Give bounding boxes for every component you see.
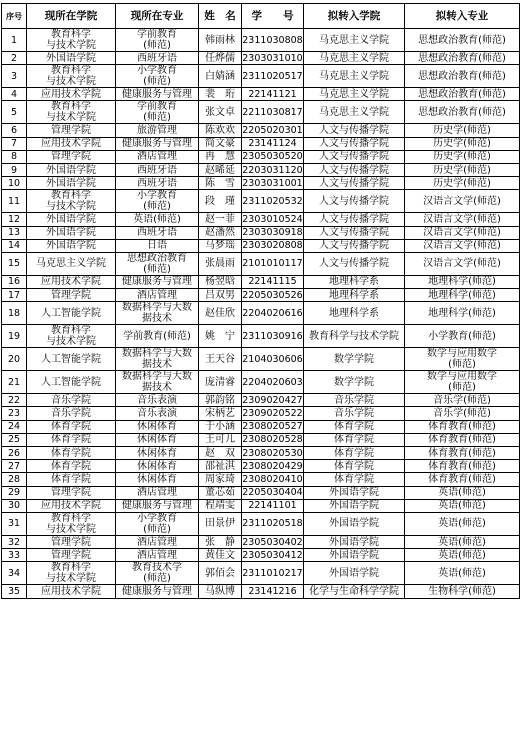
cell-current-major: 数据科学与大数 据技术 — [116, 302, 199, 325]
cell-current-college: 教育科学 与技术学院 — [27, 29, 116, 52]
cell-name: 任烨儒 — [199, 52, 242, 65]
cell-name: 田景伊 — [199, 512, 242, 535]
cell-target-college: 人文与传播学院 — [304, 239, 405, 252]
cell-target-college: 外国语学院 — [304, 486, 405, 499]
cell-target-major: 思想政治教育(师范) — [405, 29, 520, 52]
cell-current-major: 休闲体育 — [116, 447, 199, 460]
cell-current-college: 教育科学 与技术学院 — [27, 65, 116, 88]
cell-current-major: 音乐表演 — [116, 394, 199, 407]
header-target-college: 拟转入学院 — [304, 4, 405, 29]
table-row — [2, 177, 520, 190]
cell-current-major: 学前教育 (师范) — [116, 101, 199, 124]
cell-index: 21 — [2, 371, 27, 394]
table-row — [2, 460, 520, 473]
cell-current-major: 学前教育 (师范) — [116, 29, 199, 52]
cell-target-college: 体育学院 — [304, 473, 405, 486]
cell-current-major: 西班牙语 — [116, 163, 199, 176]
cell-name: 姚 宁 — [199, 325, 242, 348]
cell-current-major: 小学教育 (师范) — [116, 512, 199, 535]
cell-name: 陈欢欢 — [199, 124, 242, 137]
cell-current-college: 体育学院 — [27, 460, 116, 473]
cell-current-college: 人工智能学院 — [27, 302, 116, 325]
cell-name: 于小涵 — [199, 420, 242, 433]
cell-current-college: 音乐学院 — [27, 394, 116, 407]
header-current-college: 现所在学院 — [27, 4, 116, 29]
cell-student-id: 2205030526 — [242, 289, 303, 301]
table-row — [2, 325, 520, 348]
cell-target-college: 体育学院 — [304, 460, 405, 473]
cell-index: 26 — [2, 447, 27, 460]
cell-current-college: 教育科学 与技术学院 — [27, 190, 116, 213]
cell-student-id: 2101010117 — [242, 252, 304, 275]
cell-current-college: 体育学院 — [27, 447, 116, 460]
cell-target-college: 教育科学与技术学院 — [304, 325, 405, 348]
cell-target-major: 地理科学(师范) — [405, 302, 520, 325]
cell-current-major: 健康服务与管理 — [116, 137, 199, 150]
table-row — [2, 562, 520, 585]
cell-name: 马纵博 — [199, 585, 242, 598]
cell-current-major: 健康服务与管理 — [116, 88, 199, 101]
cell-index: 5 — [2, 101, 27, 124]
table-row — [2, 407, 520, 420]
cell-student-id: 23141216 — [242, 585, 304, 598]
cell-index: 17 — [2, 289, 27, 302]
cell-target-major: 思想政治教育(师范) — [405, 65, 520, 88]
cell-student-id: 2308020528 — [242, 434, 303, 446]
cell-student-id: 2303030918 — [242, 227, 303, 239]
cell-index: 34 — [2, 562, 27, 585]
cell-index: 6 — [2, 124, 27, 137]
cell-current-college: 外国语学院 — [27, 163, 116, 176]
cell-student-id: 22141101 — [242, 499, 304, 512]
table-row — [2, 163, 520, 176]
table-row — [2, 275, 520, 288]
cell-current-college: 应用技术学院 — [27, 275, 116, 288]
cell-current-college: 教育科学 与技术学院 — [27, 101, 116, 124]
cell-current-college: 外国语学院 — [27, 226, 116, 239]
cell-target-major: 汉语言文学(师范) — [405, 190, 520, 213]
table-row — [2, 213, 520, 226]
cell-target-college: 人文与传播学院 — [304, 137, 405, 150]
cell-name: 程靖雯 — [199, 499, 242, 512]
cell-current-college: 应用技术学院 — [27, 585, 116, 598]
cell-target-major: 汉语言文学(师范) — [405, 226, 520, 239]
cell-current-college: 外国语学院 — [27, 52, 116, 65]
table-row — [2, 549, 520, 562]
table-row — [2, 150, 520, 163]
cell-target-major: 历史学(师范) — [405, 137, 520, 150]
cell-student-id: 2308020530 — [242, 447, 303, 459]
cell-index: 9 — [2, 163, 27, 176]
cell-index: 22 — [2, 394, 27, 407]
cell-name: 郭佰会 — [199, 562, 242, 585]
cell-target-major: 数学与应用数学 (师范) — [405, 348, 520, 371]
cell-current-college: 管理学院 — [27, 124, 116, 137]
cell-student-id: 2205020301 — [242, 124, 303, 136]
table-row — [2, 226, 520, 239]
cell-current-college: 马克思主义学院 — [27, 252, 116, 275]
cell-current-college: 管理学院 — [27, 289, 116, 302]
table-row — [2, 52, 520, 65]
cell-target-college: 人文与传播学院 — [304, 190, 405, 213]
cell-target-college: 人文与传播学院 — [304, 252, 405, 275]
cell-target-college: 化学与生命科学学院 — [304, 585, 405, 598]
cell-current-college: 体育学院 — [27, 473, 116, 486]
cell-current-major: 学前教育(师范) — [116, 325, 199, 348]
cell-current-college: 外国语学院 — [27, 177, 116, 190]
cell-name: 赵潘然 — [199, 226, 242, 239]
transfer-student-table — [1, 3, 520, 599]
cell-name: 赵 双 — [199, 447, 242, 460]
cell-target-major: 生物科学(师范) — [405, 585, 520, 598]
cell-index: 11 — [2, 190, 27, 213]
cell-target-college: 人文与传播学院 — [304, 124, 405, 137]
cell-student-id: 2303020808 — [242, 240, 303, 252]
header-student-id: 学 号 — [242, 4, 304, 29]
cell-student-id: 22141115 — [242, 275, 304, 288]
cell-current-college: 音乐学院 — [27, 407, 116, 420]
cell-target-major: 体育教育(师范) — [405, 460, 520, 473]
cell-index: 7 — [2, 137, 27, 150]
cell-target-major: 小学教育(师范) — [405, 325, 520, 348]
cell-current-college: 管理学院 — [27, 535, 116, 548]
cell-target-college: 音乐学院 — [304, 407, 405, 420]
cell-current-major: 音乐表演 — [116, 407, 199, 420]
cell-current-major: 西班牙语 — [116, 226, 199, 239]
cell-student-id: 22141121 — [242, 88, 304, 101]
header-target-major: 拟转入专业 — [405, 4, 520, 29]
cell-target-major: 英语(师范) — [405, 512, 520, 535]
cell-student-id: 2308020410 — [242, 473, 303, 485]
cell-name: 马梦瑶 — [199, 239, 242, 252]
cell-student-id: 2204020603 — [242, 371, 304, 394]
cell-target-major: 汉语言文学(师范) — [405, 239, 520, 252]
cell-current-major: 酒店管理 — [116, 150, 199, 163]
cell-name: 杨翌晗 — [199, 275, 242, 288]
cell-student-id: 2311020532 — [242, 190, 304, 213]
cell-current-college: 应用技术学院 — [27, 88, 116, 101]
cell-current-major: 西班牙语 — [116, 52, 199, 65]
cell-current-major: 旅游管理 — [116, 124, 199, 137]
cell-index: 29 — [2, 486, 27, 499]
table-row — [2, 535, 520, 548]
cell-student-id: 2308020527 — [242, 421, 303, 433]
cell-student-id: 2211030817 — [242, 101, 304, 124]
cell-current-major: 健康服务与管理 — [116, 499, 199, 512]
table-header-row — [2, 4, 520, 29]
cell-name: 陈 雪 — [199, 177, 242, 190]
table-row — [2, 394, 520, 407]
cell-current-college: 体育学院 — [27, 433, 116, 446]
cell-index: 28 — [2, 473, 27, 486]
table-row — [2, 499, 520, 512]
cell-index: 8 — [2, 150, 27, 163]
cell-name: 王天谷 — [199, 348, 242, 371]
cell-index: 33 — [2, 549, 27, 562]
cell-student-id: 2311030916 — [242, 325, 304, 348]
cell-current-major: 健康服务与管理 — [116, 275, 199, 288]
cell-index: 16 — [2, 275, 27, 288]
table-row — [2, 302, 520, 325]
cell-target-college: 马克思主义学院 — [304, 52, 405, 65]
cell-target-college: 外国语学院 — [304, 535, 405, 548]
cell-student-id: 2305030520 — [242, 151, 303, 163]
cell-index: 12 — [2, 213, 27, 226]
cell-target-major: 音乐学(师范) — [405, 394, 520, 407]
cell-target-college: 地理科学系 — [304, 289, 405, 302]
cell-current-college: 外国语学院 — [27, 239, 116, 252]
cell-index: 18 — [2, 302, 27, 325]
table-row — [2, 252, 520, 275]
cell-name: 庞清睿 — [199, 371, 242, 394]
cell-current-college: 管理学院 — [27, 150, 116, 163]
cell-target-college: 人文与传播学院 — [304, 213, 405, 226]
cell-current-major: 数据科学与大数 据技术 — [116, 371, 199, 394]
cell-target-major: 地理科学(师范) — [405, 275, 520, 288]
cell-current-major: 休闲体育 — [116, 460, 199, 473]
cell-target-major: 体育教育(师范) — [405, 420, 520, 433]
cell-index: 24 — [2, 420, 27, 433]
table-row — [2, 289, 520, 302]
cell-target-college: 地理科学系 — [304, 302, 405, 325]
cell-index: 30 — [2, 499, 27, 512]
cell-current-college: 管理学院 — [27, 486, 116, 499]
cell-current-major: 数据科学与大数 据技术 — [116, 348, 199, 371]
table-row — [2, 447, 520, 460]
cell-name: 郭韵铭 — [199, 394, 242, 407]
cell-target-major: 汉语言文学(师范) — [405, 213, 520, 226]
table-row — [2, 348, 520, 371]
cell-target-college: 体育学院 — [304, 447, 405, 460]
cell-student-id: 2305030402 — [242, 536, 303, 548]
cell-name: 张晨雨 — [199, 252, 242, 275]
cell-student-id: 2303010524 — [242, 213, 303, 225]
cell-current-major: 健康服务与管理 — [116, 585, 199, 598]
cell-current-college: 人工智能学院 — [27, 348, 116, 371]
cell-target-major: 体育教育(师范) — [405, 447, 520, 460]
cell-target-college: 体育学院 — [304, 420, 405, 433]
cell-current-college: 人工智能学院 — [27, 371, 116, 394]
cell-target-college: 外国语学院 — [304, 562, 405, 585]
table-row — [2, 190, 520, 213]
cell-current-major: 休闲体育 — [116, 473, 199, 486]
cell-name: 赵晞延 — [199, 163, 242, 176]
cell-student-id: 2311020517 — [242, 65, 304, 88]
cell-target-college: 数学学院 — [304, 348, 405, 371]
cell-student-id: 2204020616 — [242, 302, 304, 325]
cell-target-major: 历史学(师范) — [405, 150, 520, 163]
cell-current-major: 英语(师范) — [116, 213, 199, 226]
cell-index: 25 — [2, 433, 27, 446]
table-row — [2, 371, 520, 394]
table-row — [2, 473, 520, 486]
cell-target-college: 人文与传播学院 — [304, 163, 405, 176]
cell-index: 19 — [2, 325, 27, 348]
cell-name: 段 瑾 — [199, 190, 242, 213]
cell-name: 黄佳文 — [199, 549, 242, 562]
cell-target-major: 体育教育(师范) — [405, 433, 520, 446]
cell-target-major: 英语(师范) — [405, 535, 520, 548]
cell-target-college: 体育学院 — [304, 433, 405, 446]
cell-current-college: 教育科学 与技术学院 — [27, 512, 116, 535]
header-current-major: 现所在专业 — [116, 4, 199, 29]
cell-student-id: 2303031001 — [242, 177, 303, 189]
cell-current-major: 酒店管理 — [116, 289, 199, 302]
cell-target-major: 历史学(师范) — [405, 124, 520, 137]
cell-name: 董芯茹 — [199, 486, 242, 499]
cell-student-id: 2311010217 — [242, 562, 304, 585]
cell-name: 王可儿 — [199, 433, 242, 446]
cell-target-college: 人文与传播学院 — [304, 177, 405, 190]
cell-student-id: 2309020522 — [242, 408, 303, 420]
cell-name: 邵祉淇 — [199, 460, 242, 473]
table-row — [2, 65, 520, 88]
cell-target-major: 英语(师范) — [405, 549, 520, 562]
cell-current-college: 外国语学院 — [27, 213, 116, 226]
cell-target-major: 汉语言文学(师范) — [405, 252, 520, 275]
cell-name: 冉 慧 — [199, 150, 242, 163]
cell-target-major: 英语(师范) — [405, 486, 520, 499]
cell-current-major: 酒店管理 — [116, 535, 199, 548]
cell-name: 张文卓 — [199, 101, 242, 124]
cell-index: 3 — [2, 65, 27, 88]
cell-target-major: 历史学(师范) — [405, 163, 520, 176]
cell-target-college: 人文与传播学院 — [304, 150, 405, 163]
table-row — [2, 137, 520, 150]
cell-student-id: 23141124 — [242, 137, 304, 150]
cell-current-college: 教育科学 与技术学院 — [27, 325, 116, 348]
cell-student-id: 2305030412 — [242, 549, 303, 561]
cell-name: 吕双男 — [199, 289, 242, 302]
cell-index: 31 — [2, 512, 27, 535]
cell-index: 35 — [2, 585, 27, 598]
table-row — [2, 585, 520, 598]
header-name: 姓 名 — [199, 4, 242, 29]
cell-target-college: 马克思主义学院 — [304, 101, 405, 124]
cell-target-college: 马克思主义学院 — [304, 65, 405, 88]
cell-student-id: 2104030606 — [242, 348, 304, 371]
cell-target-major: 音乐学(师范) — [405, 407, 520, 420]
cell-index: 10 — [2, 177, 27, 190]
cell-current-major: 酒店管理 — [116, 549, 199, 562]
table-row — [2, 239, 520, 252]
cell-target-college: 马克思主义学院 — [304, 88, 405, 101]
cell-student-id: 2205030404 — [242, 487, 303, 499]
cell-index: 15 — [2, 252, 27, 275]
cell-student-id: 2303031010 — [242, 52, 303, 64]
cell-current-college: 应用技术学院 — [27, 499, 116, 512]
cell-student-id: 2311020518 — [242, 512, 304, 535]
cell-target-major: 体育教育(师范) — [405, 473, 520, 486]
cell-name: 宋柄艺 — [199, 407, 242, 420]
cell-name: 周家琦 — [199, 473, 242, 486]
cell-student-id: 2308020429 — [242, 460, 303, 472]
cell-current-major: 酒店管理 — [116, 486, 199, 499]
table-row — [2, 29, 520, 52]
table-row — [2, 433, 520, 446]
cell-index: 2 — [2, 52, 27, 65]
cell-current-major: 日语 — [116, 239, 199, 252]
cell-name: 白婧涵 — [199, 65, 242, 88]
cell-student-id: 2203031120 — [242, 164, 303, 176]
cell-target-major: 思想政治教育(师范) — [405, 52, 520, 65]
cell-current-major: 休闲体育 — [116, 433, 199, 446]
cell-index: 4 — [2, 88, 27, 101]
table-row — [2, 420, 520, 433]
cell-index: 1 — [2, 29, 27, 52]
cell-current-major: 休闲体育 — [116, 420, 199, 433]
header-index: 序号 — [2, 4, 27, 29]
cell-target-college: 地理科学系 — [304, 275, 405, 288]
cell-name: 赵佳欣 — [199, 302, 242, 325]
cell-index: 27 — [2, 460, 27, 473]
cell-name: 赵一菲 — [199, 213, 242, 226]
cell-target-college: 外国语学院 — [304, 499, 405, 512]
table-row — [2, 512, 520, 535]
cell-target-major: 英语(师范) — [405, 499, 520, 512]
cell-name: 韩雨林 — [199, 29, 242, 52]
cell-index: 32 — [2, 535, 27, 548]
cell-target-college: 外国语学院 — [304, 549, 405, 562]
cell-index: 20 — [2, 348, 27, 371]
cell-current-college: 管理学院 — [27, 549, 116, 562]
cell-target-college: 数学学院 — [304, 371, 405, 394]
cell-student-id: 2311030808 — [242, 29, 304, 52]
cell-index: 23 — [2, 407, 27, 420]
cell-target-major: 英语(师范) — [405, 562, 520, 585]
cell-current-major: 小学教育 (师范) — [116, 65, 199, 88]
cell-target-major: 数学与应用数学 (师范) — [405, 371, 520, 394]
cell-index: 13 — [2, 226, 27, 239]
table-row — [2, 88, 520, 101]
cell-index: 14 — [2, 239, 27, 252]
cell-student-id: 2309020427 — [242, 394, 303, 406]
cell-current-college: 教育科学 与技术学院 — [27, 562, 116, 585]
cell-current-college: 体育学院 — [27, 420, 116, 433]
cell-name: 张 静 — [199, 535, 242, 548]
cell-target-college: 人文与传播学院 — [304, 226, 405, 239]
cell-target-college: 音乐学院 — [304, 394, 405, 407]
cell-current-major: 小学教育 (师范) — [116, 190, 199, 213]
cell-target-college: 外国语学院 — [304, 512, 405, 535]
cell-name: 裴 珩 — [199, 88, 242, 101]
cell-current-major: 思想政治教育 (师范) — [116, 252, 199, 275]
cell-current-major: 教育技术学 (师范) — [116, 562, 199, 585]
cell-target-major: 思想政治教育(师范) — [405, 88, 520, 101]
table-body — [2, 29, 520, 599]
cell-target-major: 历史学(师范) — [405, 177, 520, 190]
cell-current-college: 应用技术学院 — [27, 137, 116, 150]
cell-target-major: 思想政治教育(师范) — [405, 101, 520, 124]
cell-target-college: 马克思主义学院 — [304, 29, 405, 52]
table-row — [2, 486, 520, 499]
cell-current-major: 西班牙语 — [116, 177, 199, 190]
table-row — [2, 124, 520, 137]
table-row — [2, 101, 520, 124]
cell-name: 简文豪 — [199, 137, 242, 150]
cell-target-major: 地理科学(师范) — [405, 289, 520, 302]
